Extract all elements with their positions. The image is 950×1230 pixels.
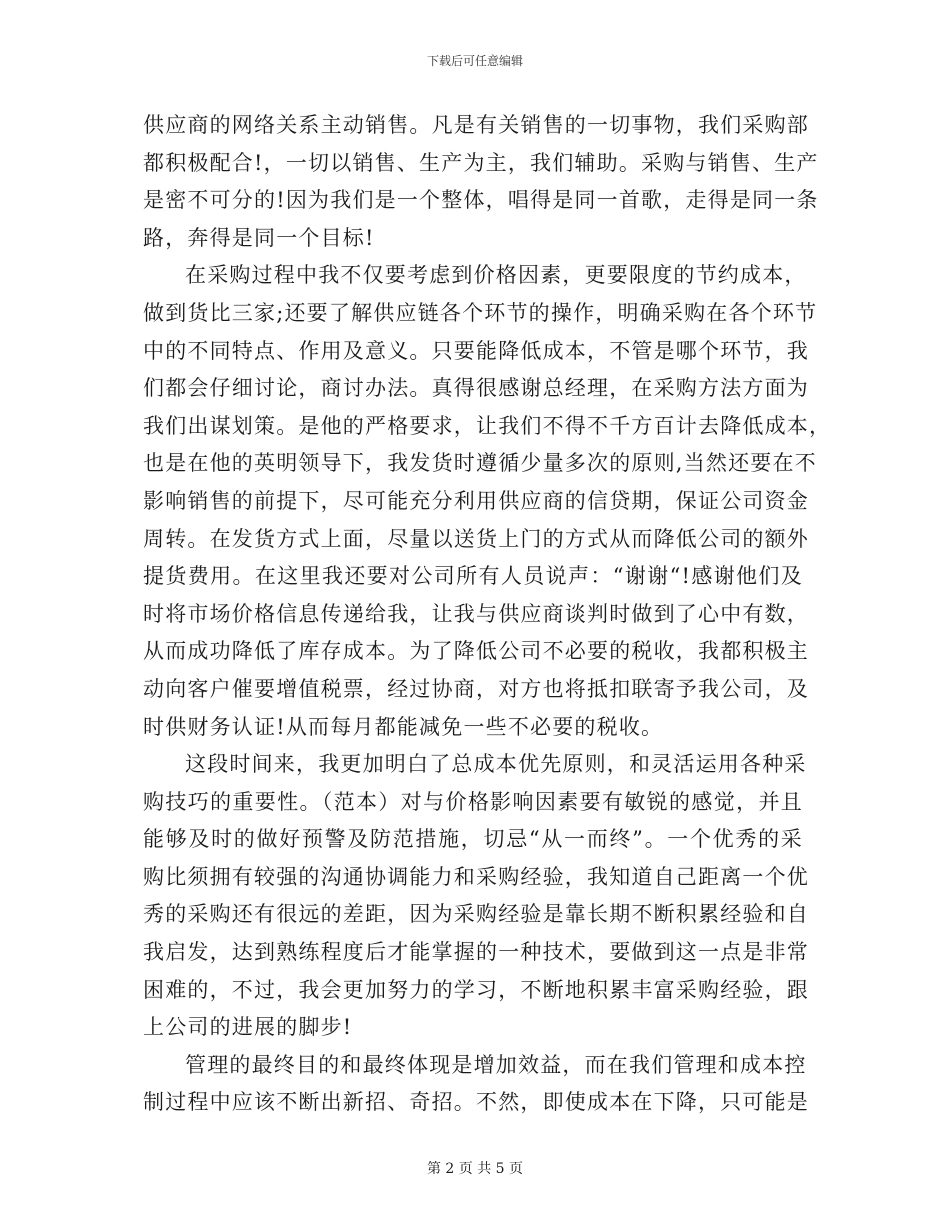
text-line: 从而成功降低了库存成本。为了降低公司不必要的税收，我都积极主: [143, 639, 809, 664]
text-line: 时供财务认证!从而每月都能减免一些不必要的税收。: [143, 714, 664, 739]
text-line: 影响销售的前提下，尽可能充分利用供应商的信贷期，保证公司资金: [143, 488, 809, 513]
paragraph-4: [143, 1047, 809, 1122]
text-line: 购技巧的重要性。（范本）对与价格影响因素要有敏锐的感觉，并且: [143, 789, 803, 814]
text-line: 们都会仔细讨论，商讨办法。真得很感谢总经理，在采购方法方面为: [143, 376, 809, 401]
paragraph-3: [143, 746, 809, 1047]
page-number: 第 2 页 共 5 页: [426, 1161, 524, 1177]
text-line: 制过程中应该不断出新招、奇招。不然，即使成本在下降，只可能是: [143, 1090, 809, 1115]
text-line: 我启发，达到熟练程度后才能掌握的一种技术，要做到这一点是非常: [143, 940, 809, 965]
text-line: 我们出谋划策。是他的严格要求，让我们不得不千方百计去降低成本，: [143, 413, 832, 438]
text-line: 上公司的进展的脚步!: [143, 1015, 353, 1040]
text-line: 是密不可分的!因为我们是一个整体，唱得是同一首歌，走得是同一条: [143, 188, 819, 213]
text-line: 周转。在发货方式上面，尽量以送货上门的方式从而降低公司的额外: [143, 526, 809, 551]
text-line: 困难的，不过，我会更加努力的学习，不断地积累丰富采购经验，跟: [143, 977, 809, 1002]
text-line: 在采购过程中我不仅要考虑到价格因素，更要限度的节约成本，: [185, 263, 807, 288]
text-line: 时将市场价格信息传递给我，让我与供应商谈判时做到了心中有数，: [143, 601, 809, 626]
text-line: 也是在他的英明领导下，我发货时遵循少量多次的原则,当然还要在不: [143, 451, 817, 476]
text-line: 秀的采购还有很远的差距，因为采购经验是靠长期不断积累经验和自: [143, 902, 809, 927]
page-header-note: 下载后可任意编辑: [426, 54, 523, 68]
text-line: 能够及时的做好预警及防范措施，切忌“从一而终”。一个优秀的采: [143, 827, 803, 852]
text-line: 提货费用。在这里我还要对公司所有人员说声：“谢谢“!感谢他们及: [143, 564, 803, 589]
text-line: 供应商的网络关系主动销售。凡是有关销售的一切事物，我们采购部: [143, 113, 809, 137]
text-line: 这段时间来，我更加明白了总成本优先原则，和灵活运用各种采: [185, 752, 807, 777]
text-line: 路，奔得是同一个目标!: [143, 225, 375, 250]
text-line: 中的不同特点、作用及意义。只要能降低成本，不管是哪个环节，我: [143, 338, 809, 363]
text-line: 购比须拥有较强的沟通协调能力和采购经验，我知道自己距离一个优: [143, 864, 809, 889]
paragraph-1: [143, 107, 819, 257]
text-line: 都积极配合!，一切以销售、生产为主，我们辅助。采购与销售、生产: [143, 150, 819, 175]
text-line: 做到货比三家;还要了解供应链各个环节的操作，明确采购在各个环节: [143, 300, 818, 325]
paragraph-2: [143, 257, 832, 746]
text-line: 管理的最终目的和最终体现是增加效益，而在我们管理和成本控: [185, 1052, 807, 1077]
text-line: 动向客户催要增值税票，经过协商，对方也将抵扣联寄予我公司，及: [143, 676, 809, 701]
document-body: [143, 107, 832, 1122]
